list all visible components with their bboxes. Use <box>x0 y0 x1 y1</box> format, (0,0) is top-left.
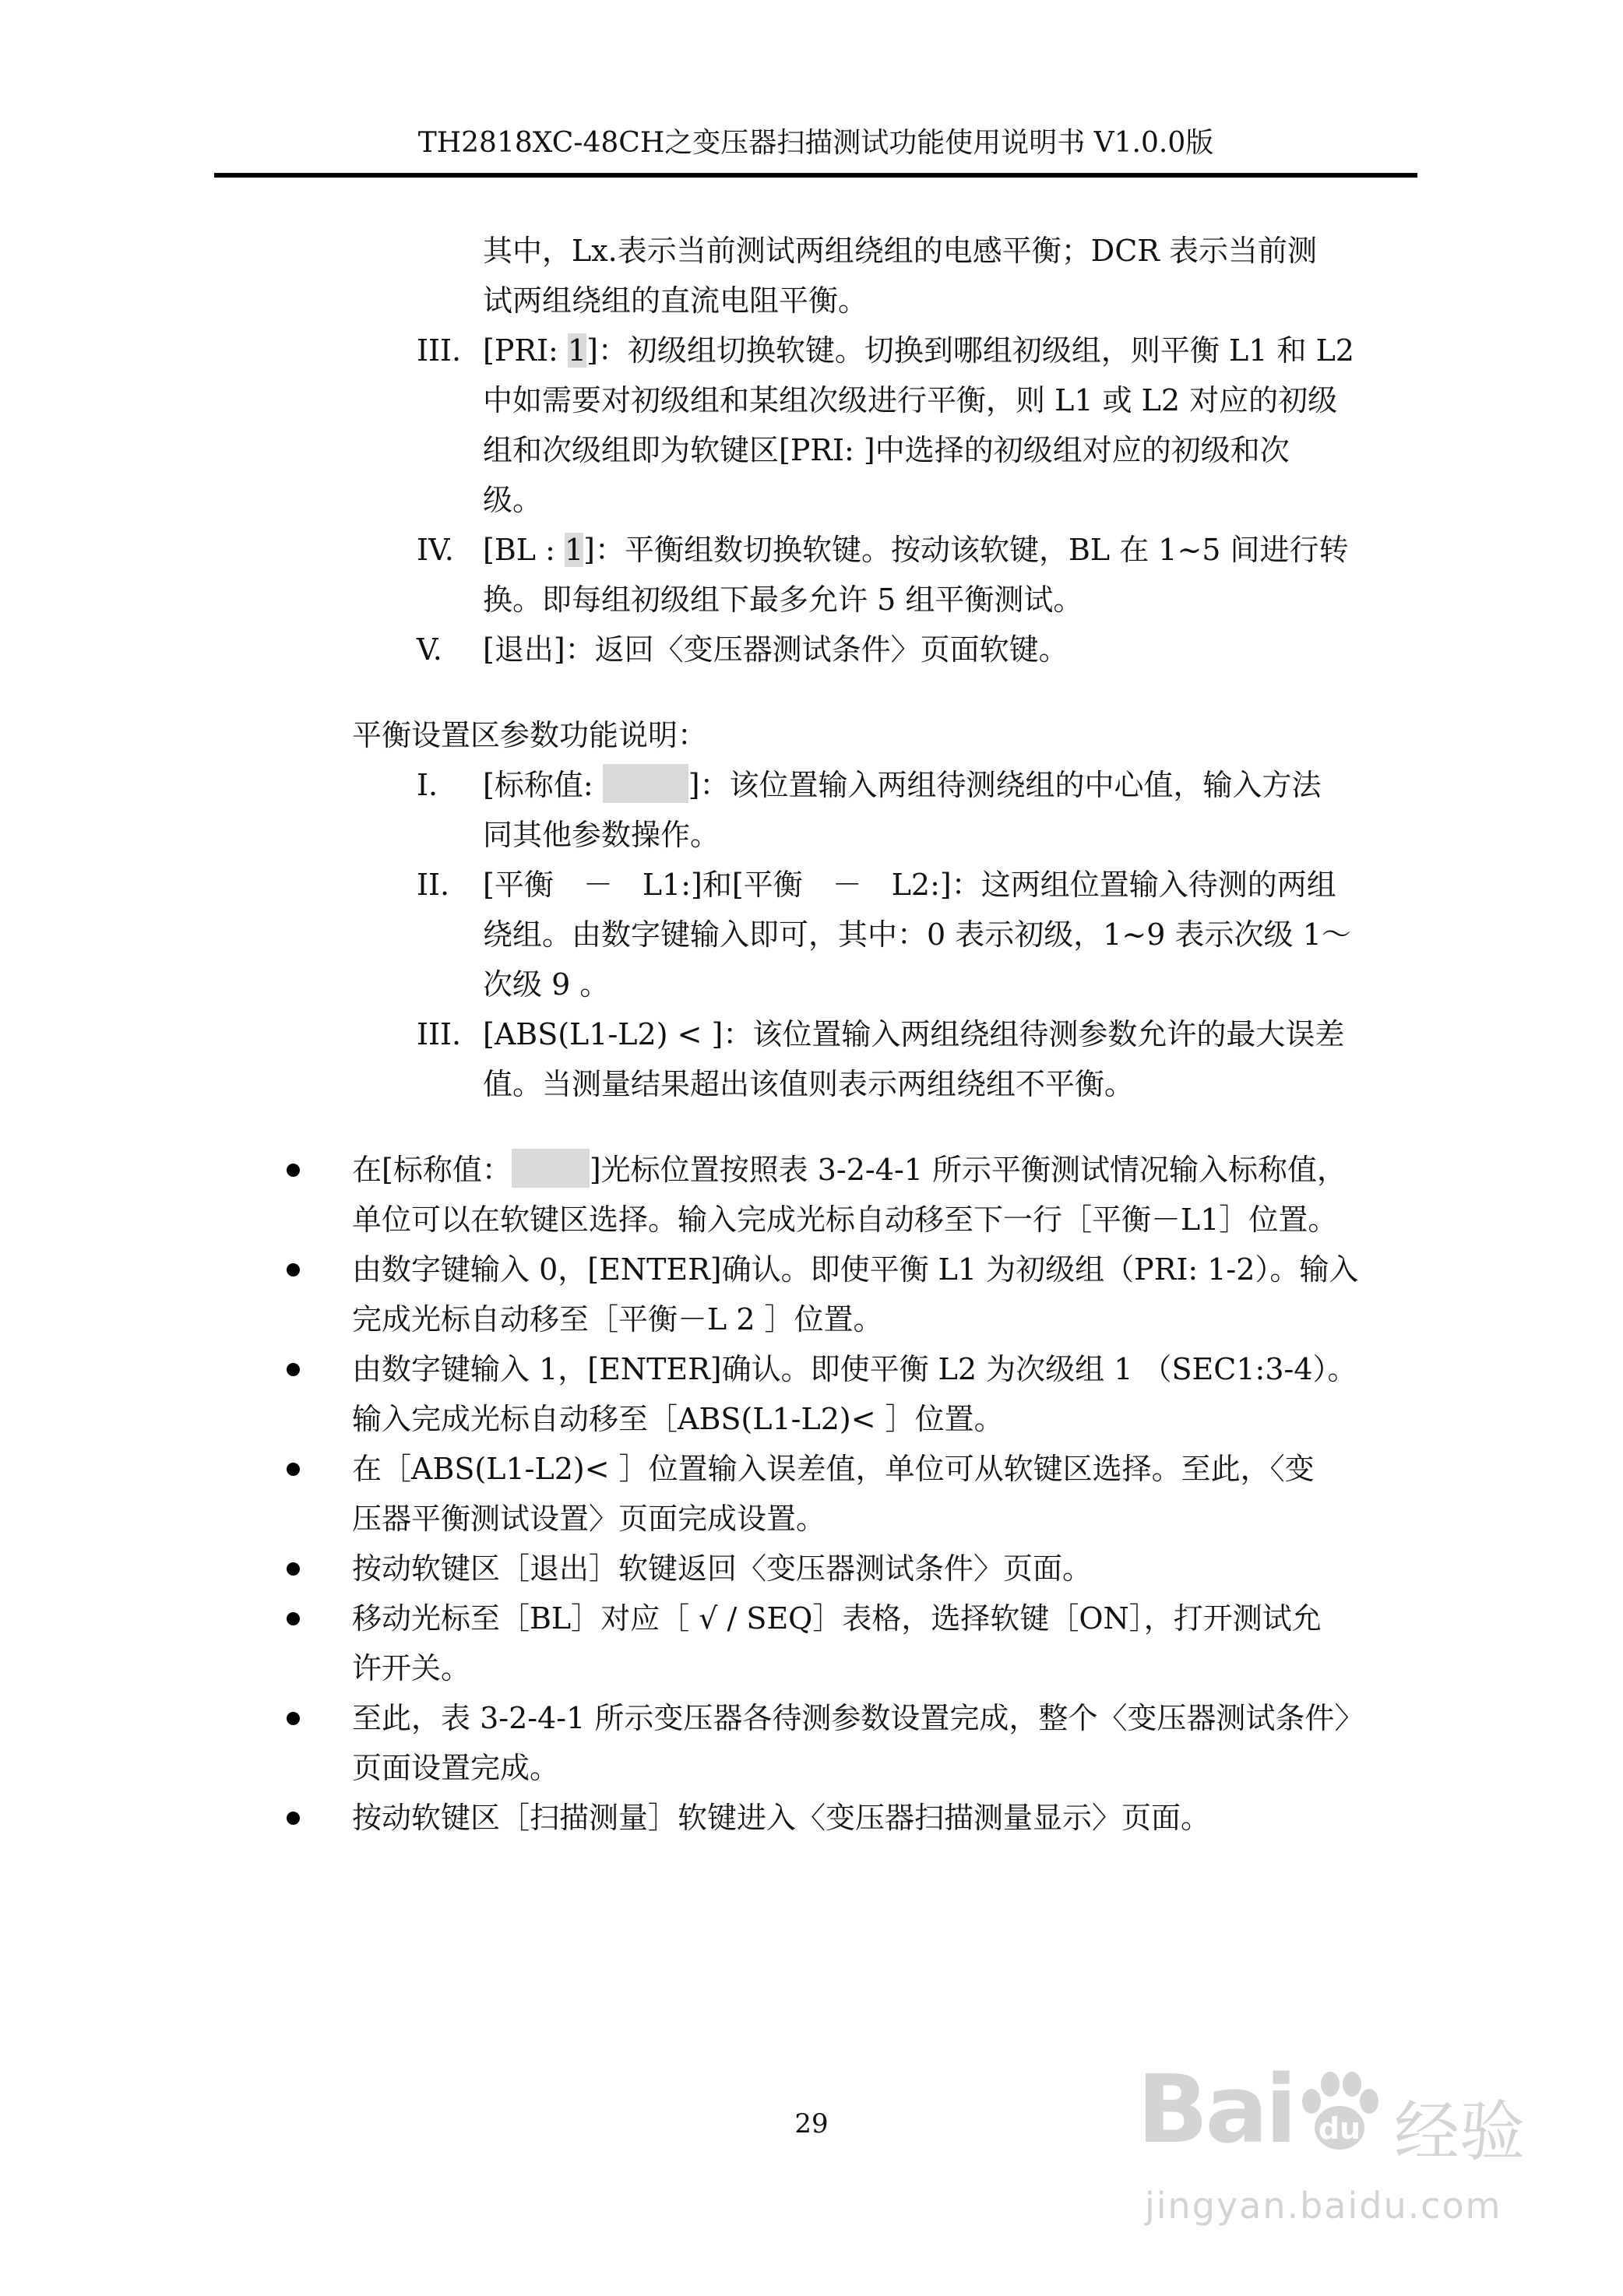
watermark-cn-text: 经验 <box>1394 2094 1526 2170</box>
exit-line-1: [退出]：返回〈变压器测试条件〉页面软键。 <box>483 632 1069 667</box>
bullet-dot <box>287 1363 300 1376</box>
softkey-num-iv: IV. <box>417 533 454 567</box>
nominal-cursor-highlight <box>512 1149 590 1188</box>
bullet-dot <box>287 1164 300 1177</box>
abs-line-1: [ABS(L1-L2) < ]：该位置输入两组绕组待测参数允许的最大误差 <box>483 1017 1345 1051</box>
intro-line: 试两组绕组的直流电阻平衡。 <box>483 283 868 318</box>
bullet-item: 在[标称值： ]光标位置按照表 3-2-4-1 所示平衡测试情况输入标称值， 单位可以在软键区选择。输入完成光标自动移至下一行［平衡－L1］位置。 <box>352 1145 1347 1245</box>
bullet-dot <box>287 1463 300 1476</box>
bl-value-highlight: 1 <box>564 533 584 567</box>
bullet-dot <box>287 1712 300 1725</box>
bullet-item: 移动光标至［BL］对应［ √ / SEQ］表格，选择软键［ON］，打开测试允 许开关。 <box>352 1601 1322 1685</box>
balance-section-heading: 平衡设置区参数功能说明： <box>352 718 708 752</box>
watermark-url: jingyan.baidu.com <box>1145 2185 1502 2227</box>
softkey-num-iii: III. <box>417 333 462 368</box>
bl-line-1: [BL : 1]：平衡组数切换软键。按动该软键，BL 在 1~5 间进行转 <box>483 533 1349 567</box>
param-num-iii: III. <box>417 1017 462 1051</box>
pri-value-highlight: 1 <box>567 333 587 368</box>
bullet-item: 按动软键区［退出］软键返回〈变压器测试条件〉页面。 <box>352 1551 1093 1586</box>
bullet-dot <box>287 1812 300 1825</box>
abs-line-2: 值。当测量结果超出该值则表示两组绕组不平衡。 <box>483 1067 1135 1101</box>
param-item-balance <box>483 860 1351 1009</box>
intro-line: 其中，Lx.表示当前测试两组绕组的电感平衡；DCR 表示当前测 <box>483 234 1317 268</box>
softkey-item-bl <box>483 525 1349 625</box>
softkey-item-exit <box>483 625 1069 674</box>
page-number: 29 <box>794 2108 829 2139</box>
balance-line-2: 绕组。由数字键输入即可，其中：0 表示初级，1~9 表示次级 1～ <box>483 917 1351 952</box>
balance-line-1: [平衡 － L1:]和[平衡 － L2:]：这两组位置输入待测的两组 <box>483 868 1336 902</box>
pri-line-4: 级。 <box>483 483 543 517</box>
nominal-line-2: 同其他参数操作。 <box>483 818 720 852</box>
param-num-i: I. <box>417 768 438 802</box>
bullet-dot <box>287 1562 300 1576</box>
svg-text:du: du <box>1318 2111 1361 2146</box>
baidu-jingyan-watermark <box>1137 2056 1573 2235</box>
bullet-dot <box>287 1612 300 1625</box>
intro-paragraph <box>483 226 1317 326</box>
param-num-ii: II. <box>417 868 450 902</box>
paw-icon <box>1293 2064 1386 2157</box>
softkey-item-pri <box>483 326 1354 525</box>
softkey-num-v: V. <box>417 632 442 667</box>
bullet-item: 至此，表 3-2-4-1 所示变压器各待测参数设置完成，整个〈变压器测试条件〉 页面设置完成。 <box>352 1701 1364 1785</box>
param-item-abs <box>483 1009 1344 1109</box>
document-header-title: TH2818XC-48CH之变压器扫描测试功能使用说明书 V1.0.0版 <box>417 127 1214 159</box>
bullet-item: 由数字键输入 0，[ENTER]确认。即使平衡 L1 为初级组（PRI: 1-2）。输入 完成光标自动移至［平衡－L 2 ］位置。 <box>352 1252 1359 1336</box>
balance-line-3: 次级 9 。 <box>483 967 610 1002</box>
bullet-item: 由数字键输入 1，[ENTER]确认。即使平衡 L2 为次级组 1 （SEC1:3-4）。 输入完成光标自动移至［ABS(L1-L2)< ］位置。 <box>352 1352 1357 1436</box>
bullet-dot <box>287 1263 300 1277</box>
pri-line-1: [PRI: 1]：初级组切换软键。切换到哪组初级组，则平衡 L1 和 L2 <box>483 333 1354 368</box>
header-rule <box>214 173 1417 178</box>
pri-line-2: 中如需要对初级组和某组次级进行平衡，则 L1 或 L2 对应的初级 <box>483 383 1338 417</box>
pri-line-3: 组和次级组即为软键区[PRI: ]中选择的初级组对应的初级和次 <box>483 433 1290 467</box>
watermark-logo-text: Bai <box>1137 2056 1294 2164</box>
bl-line-2: 换。即每组初级组下最多允许 5 组平衡测试。 <box>483 583 1083 617</box>
bullet-item: 按动软键区［扫描测量］软键进入〈变压器扫描测量显示〉页面。 <box>352 1801 1211 1835</box>
nominal-blank-highlight <box>603 764 688 803</box>
bullet-item: 在［ABS(L1-L2)< ］位置输入误差值，单位可从软键区选择。至此，〈变 压器平衡测试设置〉页面完成设置。 <box>352 1452 1315 1536</box>
param-item-nominal <box>483 760 1322 860</box>
nominal-line-1: [标称值: ]：该位置输入两组待测绕组的中心值，输入方法 <box>483 760 1322 810</box>
